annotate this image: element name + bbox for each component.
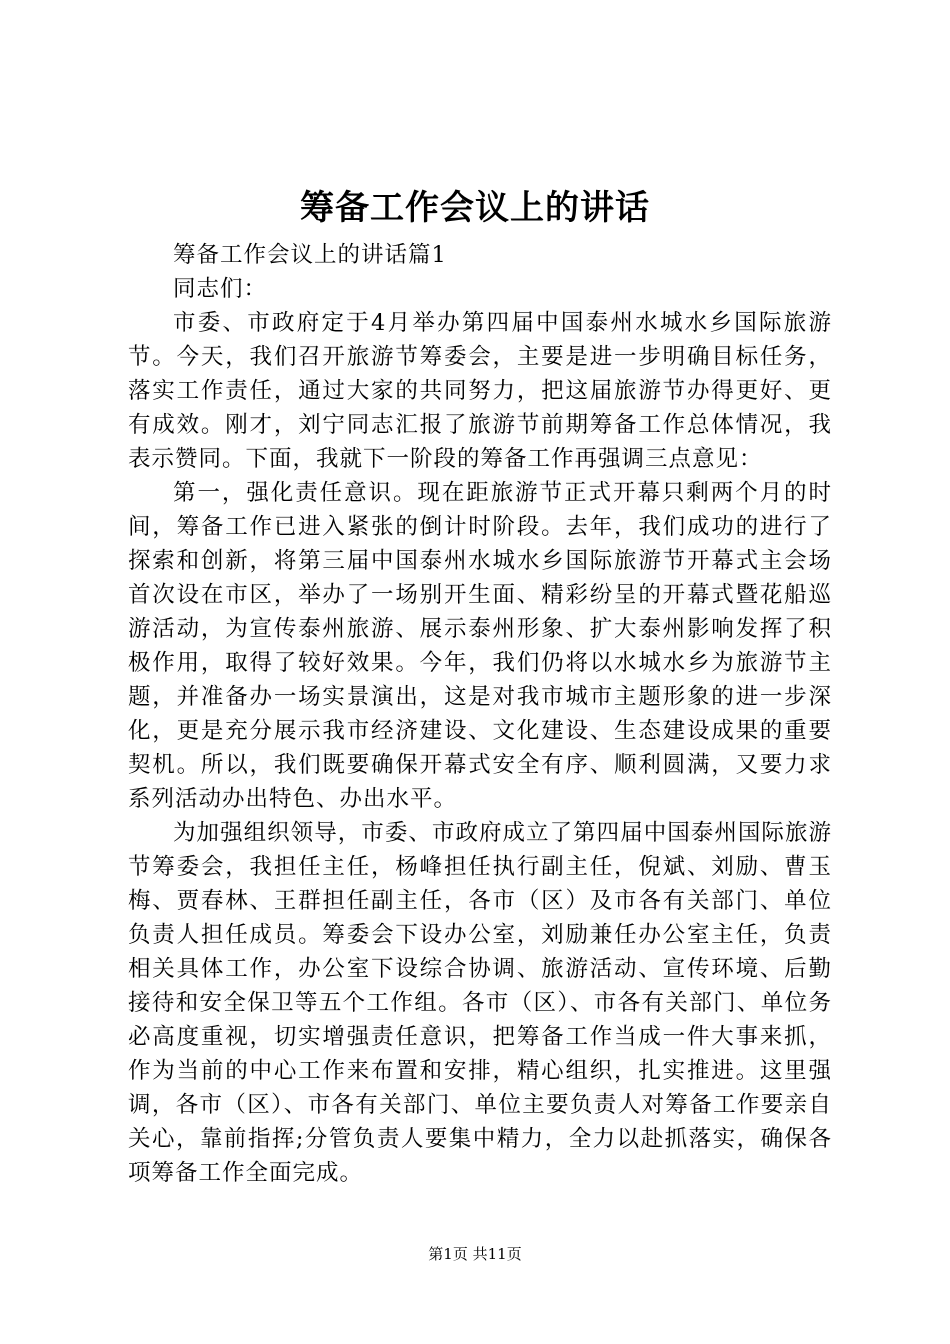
paragraph-intro: 市委、市政府定于4月举办第四届中国泰州水城水乡国际旅游节。今天，我们召开旅游节筹委会，主要是进一步明确目标任务，落实工作责任，通过大家的共同努力，把这届旅游节办得更好、更有成效。刚才，刘宁同志汇报了旅游节前期筹备工作总体情况，我表示赞同。下面，我就下一阶段的筹备工作再强调三点意见： bbox=[128, 310, 832, 472]
page-number-footer: 第1页 共11页 bbox=[428, 1245, 522, 1263]
paragraph-first-point: 第一，强化责任意识。现在距旅游节正式开幕只剩两个月的时间，筹备工作已进入紧张的倒计时阶段。去年，我们成功的进行了探索和创新，将第三届中国泰州水城水乡国际旅游节开幕式主会场首次设在市区，举办了一场别开生面、精彩纷呈的开幕式暨花船巡游活动，为宣传泰州旅游、展示泰州形象、扩大泰州影响发挥了积极作用，取得了较好效果。今年，我们仍将以水城水乡为旅游节主题，并准备办一场实景演出，这是对我市城市主题形象的进一步深化，更是充分展示我市经济建设、文化建设、生态建设成果的重要契机。所以，我们既要确保开幕式安全有序、顺利圆满，又要力求系列活动办出特色、办出水平。 bbox=[128, 480, 832, 812]
document-subtitle: 筹备工作会议上的讲话篇1 bbox=[173, 242, 447, 268]
document-body bbox=[128, 238, 832, 1190]
salutation: 同志们： bbox=[173, 276, 268, 302]
document-title: 筹备工作会议上的讲话 bbox=[300, 188, 650, 228]
paragraph-organization: 为加强组织领导，市委、市政府成立了第四届中国泰州国际旅游节筹委会，我担任主任，杨峰担任执行副主任，倪斌、刘励、曹玉梅、贾春林、王群担任副主任，各市（区）及市各有关部门、单位负责人担任成员。筹委会下设办公室，刘励兼任办公室主任，负责相关具体工作，办公室下设综合协调、旅游活动、宣传环境、后勤接待和安全保卫等五个工作组。各市（区）、市各有关部门、单位务必高度重视，切实增强责任意识，把筹备工作当成一件大事来抓，作为当前的中心工作来布置和安排，精心组织，扎实推进。这里强调，各市（区）、市各有关部门、单位主要负责人对筹备工作要亲自关心，靠前指挥;分管负责人要集中精力，全力以赴抓落实，确保各项筹备工作全面完成。 bbox=[128, 820, 832, 1186]
